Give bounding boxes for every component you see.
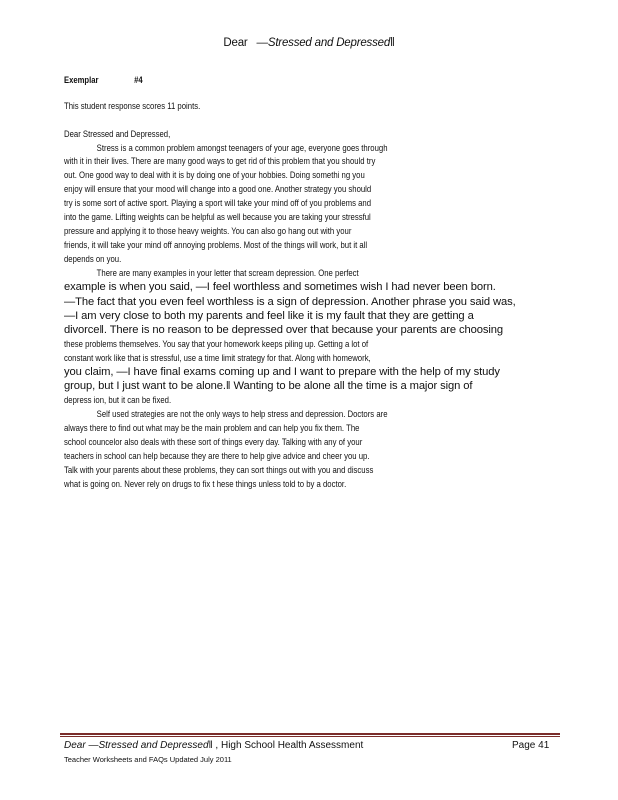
body-line: you claim, ―I have final exams coming up and I want to prepare with the help of my study xyxy=(64,366,500,378)
body-line: group, but I just want to be alone.‖ Wanting to be alone all the time is a major sign of xyxy=(64,380,473,392)
body-line: always there to find out what may be the main problem and can help you fix them. The xyxy=(64,423,360,433)
footer-title-rest: , High School Health Assessment xyxy=(212,740,364,751)
body-line: these problems themselves. You say that your homework keeps piling up. Getting a lot of xyxy=(64,339,369,349)
footer-divider xyxy=(60,733,560,735)
footer-subtitle: Teacher Worksheets and FAQs Updated July 2011 xyxy=(64,755,232,764)
body-line: school councelor also deals with these sort of things every day. Talking with any of your xyxy=(64,437,363,447)
body-line: out. One good way to deal with it is by doing one of your hobbies. Doing somethi ng you xyxy=(64,170,365,180)
body-line: example is when you said, ―I feel worthless and sometimes wish I had never been born. xyxy=(64,281,496,293)
exemplar-heading xyxy=(64,75,143,85)
body-line: depends on you. xyxy=(64,254,122,264)
title-prefix: Dear xyxy=(223,37,248,49)
footer-title xyxy=(64,740,363,751)
body-line: Self used strategies are not the only ways to help stress and depression. Doctors are xyxy=(96,409,388,419)
body-line: constant work like that is stressful, use a time limit strategy for that. Along with homework, xyxy=(64,353,371,363)
body-line: enjoy will ensure that your mood will change into a good one. Another strategy you should xyxy=(64,184,372,194)
body-line: teachers in school can help because they are there to help give advice and cheer you up. xyxy=(64,451,370,461)
body-line: pressure and applying it to those heavy weights. You can also go hang out with your xyxy=(64,226,352,236)
body-line: There are many examples in your letter that scream depression. One perfect xyxy=(96,268,359,278)
body-line: ―I am very close to both my parents and feel like it is my fault that they are getting a xyxy=(64,310,474,322)
body-line: into the game. Lifting weights can be helpful as well because you are taking your stressful xyxy=(64,212,371,222)
footer-divider-thin xyxy=(60,736,560,737)
body-line: ―The fact that you even feel worthless is a sign of depression. Another phrase you said was, xyxy=(64,296,516,308)
body-line: with it in their lives. There are many good ways to get rid of this problem that you should try xyxy=(64,156,376,166)
page-number: Page 41 xyxy=(512,740,550,751)
page-title xyxy=(0,37,618,49)
body-line: friends, it will take your mind off annoying problems. Most of the things will work, but it all xyxy=(64,240,368,250)
body-line: divorce‖. There is no reason to be depressed over that because your parents are choosing xyxy=(64,324,504,336)
exemplar-label: Exemplar xyxy=(64,75,99,85)
body-line: Stress is a common problem amongst teenagers of your age, everyone goes through xyxy=(96,143,388,153)
salutation: Dear Stressed and Depressed, xyxy=(64,129,171,139)
footer-title-italic: Dear ―Stressed and Depressed‖ xyxy=(64,740,213,751)
body-line: depress ion, but it can be fixed. xyxy=(64,395,172,405)
score-line: This student response scores 11 points. xyxy=(64,101,201,111)
body-line: what is going on. Never rely on drugs to fix t hese things unless told to by a doctor. xyxy=(64,479,347,489)
body-line: Talk with your parents about these problems, they can sort things out with you and discuss xyxy=(64,465,374,475)
exemplar-number: #4 xyxy=(134,75,143,85)
title-italic: ―Stressed and Depressed‖ xyxy=(256,37,395,49)
body-line: try is some sort of active sport. Playing a sport will take your mind off of you problems and xyxy=(64,198,372,208)
